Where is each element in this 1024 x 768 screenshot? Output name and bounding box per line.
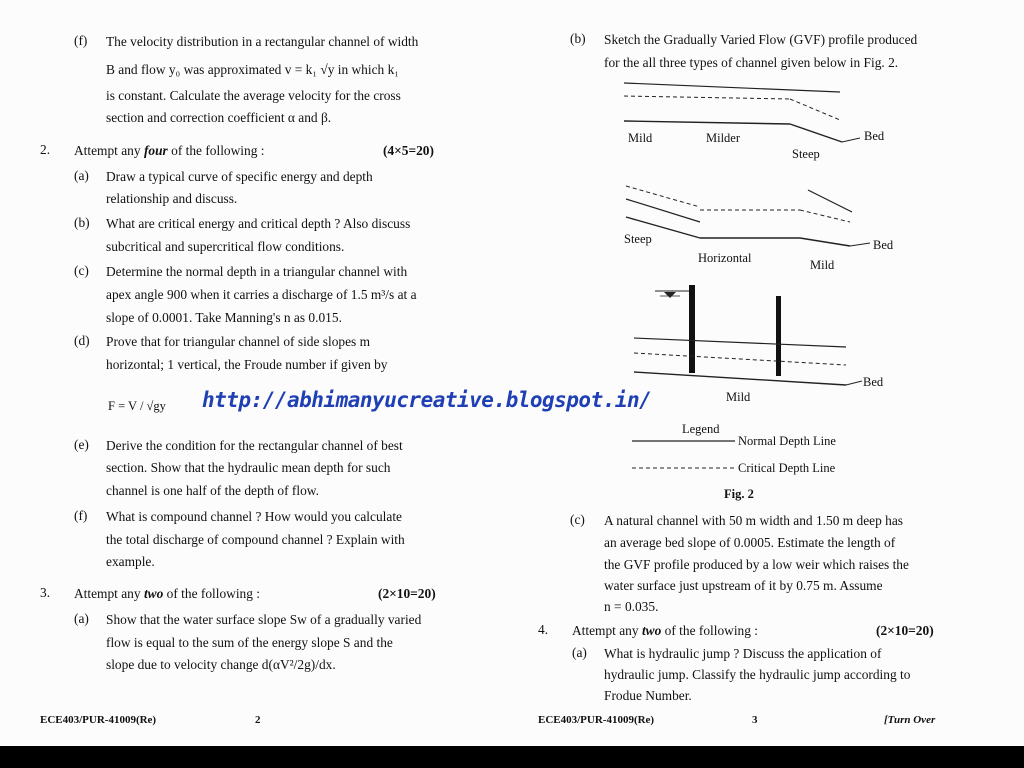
- q2b-label: (b): [74, 215, 90, 230]
- row3-bed-pointer: [846, 381, 862, 385]
- row3-bed-label: Bed: [863, 375, 884, 389]
- turn-over-note: [Turn Over: [884, 714, 936, 726]
- q1c-line2: an average bed slope of 0.0005. Estimate the length of: [604, 535, 896, 550]
- q1c-line1: A natural channel with 50 m width and 1.50 m deep has: [604, 513, 903, 528]
- right-footer-code: ECE403/PUR-41009(Re): [538, 714, 655, 726]
- row1-bed-label: Bed: [864, 129, 885, 143]
- row1-critical-line-steep: [790, 99, 840, 120]
- weir-gate: [776, 296, 781, 376]
- q2f-line2: the total discharge of compound channel ? Explain with: [106, 532, 405, 547]
- q2e-label: (e): [74, 437, 89, 452]
- row1-milder-label: Milder: [706, 131, 741, 145]
- row3-critical-line: [634, 353, 846, 365]
- q2c-line1: Determine the normal depth in a triangular channel with: [106, 264, 408, 279]
- row2-bed-label: Bed: [873, 238, 894, 252]
- q2b-line1: What are critical energy and critical depth ? Also discuss: [106, 216, 411, 231]
- row2-steep-label: Steep: [624, 232, 652, 246]
- row3-normal-line: [634, 338, 846, 347]
- q2e-line3: channel is one half of the depth of flow.: [106, 483, 319, 498]
- row2-critical-mild: [800, 210, 850, 222]
- q4-heading: [572, 622, 758, 639]
- q1c-line4: water surface just upstream of it by 0.75 m. Assume: [604, 578, 883, 593]
- q4a-label: (a): [572, 645, 587, 660]
- row1-bed-pointer: [842, 138, 860, 142]
- legend-critical-label: Critical Depth Line: [738, 461, 836, 475]
- q2a-label: (a): [74, 168, 89, 183]
- q2c-label: (c): [74, 263, 89, 278]
- row1-mild-label: Mild: [628, 131, 653, 145]
- q1b-line2: for the all three types of channel given below in Fig. 2.: [604, 55, 899, 70]
- q2f-label: (f): [74, 508, 88, 523]
- watermark-link[interactable]: http://abhimanyucreative.blogspot.in/: [202, 388, 652, 412]
- q3a-line2: flow is equal to the sum of the energy slope S and the: [106, 635, 393, 650]
- froude-formula: F = V / √gy: [108, 399, 166, 413]
- q2b-line2: subcritical and supercritical flow conditions.: [106, 239, 345, 254]
- q3a-label: (a): [74, 611, 89, 626]
- q3a-line3: slope due to velocity change d(αV²/2g)/dx.: [106, 657, 336, 672]
- q1f-line3: is constant. Calculate the average velocity for the cross: [106, 88, 401, 103]
- row1-normal-line-mild: [624, 83, 840, 92]
- q2-emph: four: [143, 143, 168, 158]
- q1f-line1: The velocity distribution in a rectangular channel of width: [106, 34, 419, 49]
- q1c-label: (c): [570, 512, 585, 527]
- q2d-line1: Prove that for triangular channel of side slopes m: [106, 334, 371, 349]
- q4a-line1: What is hydraulic jump ? Discuss the application of: [604, 646, 882, 661]
- q2-marks: (4×5=20): [383, 143, 434, 158]
- right-page-number: 3: [752, 714, 758, 726]
- q2f-line3: example.: [106, 554, 155, 569]
- q4-number: 4.: [538, 622, 549, 637]
- q1b-label: (b): [570, 31, 586, 46]
- row2-horizontal-label: Horizontal: [698, 251, 752, 265]
- row1-bed-steep: [790, 124, 842, 142]
- row2-bed-pointer: [850, 243, 870, 246]
- row3-bed: [634, 372, 846, 385]
- q4-emph: two: [641, 623, 662, 638]
- row2-normal-mild: [808, 190, 852, 212]
- row1-critical-line: [624, 96, 790, 99]
- q3-marks: (2×10=20): [378, 586, 436, 601]
- q2-intro: Attempt any: [74, 143, 141, 158]
- q1c-line5: n = 0.035.: [604, 599, 659, 614]
- q2d-label: (d): [74, 333, 90, 348]
- q1f-line4: section and correction coefficient α and β.: [106, 110, 332, 125]
- q4-intro: Attempt any: [572, 623, 639, 638]
- q2d-line2: horizontal; 1 vertical, the Froude number if given by: [106, 357, 388, 372]
- row2-mild-label: Mild: [810, 258, 835, 272]
- q2f-line1: What is compound channel ? How would you calculate: [106, 509, 402, 524]
- left-footer-code: ECE403/PUR-41009(Re): [40, 714, 157, 726]
- row2-critical-steep: [626, 186, 700, 207]
- q2a-line1: Draw a typical curve of specific energy and depth: [106, 169, 373, 184]
- row3-mild-label: Mild: [726, 390, 751, 404]
- q4a-line2: hydraulic jump. Classify the hydraulic jump according to: [604, 667, 911, 682]
- q2e-line1: Derive the condition for the rectangular channel of best: [106, 438, 403, 453]
- q2c-line2: apex angle 900 when it carries a discharge of 1.5 m³/s at a: [106, 287, 417, 302]
- q3-rest: of the following :: [166, 586, 261, 601]
- legend-title: Legend: [682, 422, 720, 436]
- q3-intro: Attempt any: [74, 586, 141, 601]
- q2-number: 2.: [40, 142, 51, 157]
- q3-emph: two: [143, 586, 164, 601]
- sluice-gate: [689, 285, 695, 373]
- q1f-line2: B and flow y₀ was approximated v = k₁ √y in which k₁: [106, 62, 399, 77]
- q3-number: 3.: [40, 585, 51, 600]
- q1c-line3: the GVF profile produced by a low weir which raises the: [604, 557, 909, 572]
- q2-rest: of the following :: [171, 143, 265, 158]
- q4a-line3: Frodue Number.: [604, 688, 692, 703]
- row2-bed-mild: [800, 238, 850, 246]
- row1-bed-mild: [624, 121, 790, 124]
- q2c-line3: slope of 0.0001. Take Manning's n as 0.015.: [106, 310, 342, 325]
- q2a-line2: relationship and discuss.: [106, 191, 238, 206]
- water-level-triangle: [664, 292, 676, 298]
- legend-normal-label: Normal Depth Line: [738, 434, 836, 448]
- q1b-line1: Sketch the Gradually Varied Flow (GVF) profile produced: [604, 32, 918, 47]
- q2e-line2: section. Show that the hydraulic mean depth for such: [106, 460, 391, 475]
- q3a-line1: Show that the water surface slope Sw of a gradually varied: [106, 612, 422, 627]
- figure-caption: Fig. 2: [724, 487, 754, 501]
- q4-marks: (2×10=20): [876, 623, 934, 638]
- q4-rest: of the following :: [664, 623, 759, 638]
- q1f-label: (f): [74, 33, 88, 48]
- left-page-number: 2: [255, 714, 261, 726]
- row1-steep-label: Steep: [792, 147, 820, 161]
- row2-normal-steep: [626, 199, 700, 222]
